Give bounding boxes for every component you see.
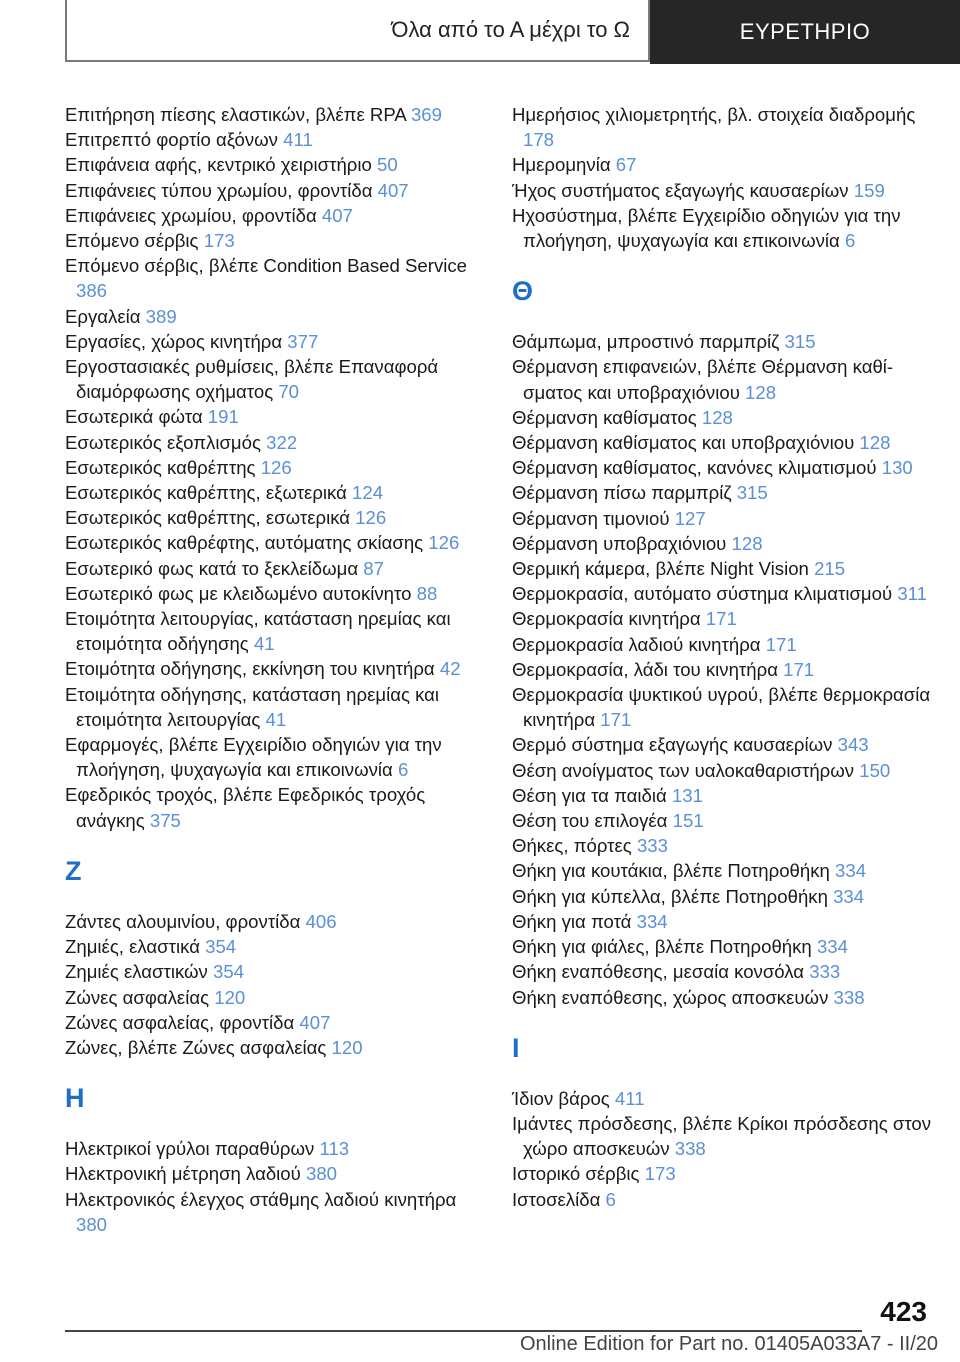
index-entry	[65, 329, 483, 354]
index-entry-text: Θήκη για κύπελλα, βλέπε Ποτηροθήκη	[512, 885, 828, 907]
page-reference-link[interactable]: 120	[214, 986, 246, 1008]
page-reference-link[interactable]: 120	[331, 1036, 363, 1058]
index-entry-text: Ζώνες ασφαλείας, φροντίδα	[65, 1011, 295, 1033]
index-entry-text: Εφεδρικός τροχός, βλέπε Εφεδρικός τροχός ανάγκης	[65, 784, 426, 831]
page-reference-link[interactable]: 375	[149, 809, 181, 831]
index-entry	[512, 152, 932, 177]
index-entry-text: Εσωτερικός εξοπλισμός	[65, 431, 261, 453]
index-entry	[65, 606, 483, 656]
index-entry-text: Επόμενο σέρβις	[65, 230, 199, 252]
index-entry-text: Θήκη για φιάλες, βλέπε Ποτηροθήκη	[512, 936, 812, 958]
page-reference-link[interactable]: 334	[833, 885, 865, 907]
index-entry	[512, 178, 932, 203]
index-entry-text: Θέρμανση καθίσματος και υποβραχιόνιου	[512, 432, 855, 454]
index-entry-text: Θερμική κάμερα, βλέπε Night Vision	[512, 558, 809, 580]
page-reference-link[interactable]: 315	[736, 482, 768, 504]
tab-all-a-to-z[interactable]: Όλα από το Α μέχρι το Ω	[65, 0, 650, 62]
index-entry-text: Επιτρεπτό φορτίο αξόνων	[65, 129, 278, 151]
page-reference-link[interactable]: 130	[881, 457, 913, 479]
page-reference-link[interactable]: 171	[783, 658, 815, 680]
index-entry-text: Ιστοσελίδα	[512, 1188, 601, 1210]
page-reference-link[interactable]: 334	[636, 910, 668, 932]
index-entry	[512, 480, 932, 505]
page-reference-link[interactable]: 128	[745, 381, 777, 403]
index-entry	[512, 909, 932, 934]
index-entry-text: Θερμοκρασία κινητήρα	[512, 608, 701, 630]
page-reference-link[interactable]: 333	[636, 835, 668, 857]
page-reference-link[interactable]: 380	[76, 1213, 108, 1235]
index-entry	[512, 934, 932, 959]
index-entry	[512, 1086, 932, 1111]
page-reference-link[interactable]: 386	[76, 280, 108, 302]
footer-edition-text: Online Edition for Part no. 01405A033A7 - II/20	[519, 1333, 938, 1355]
page-reference-link[interactable]: 333	[809, 961, 841, 983]
index-entry-text: Θερμοκρασία λαδιού κινητήρα	[512, 633, 761, 655]
page-reference-link[interactable]: 128	[859, 432, 891, 454]
page-reference-link[interactable]: 338	[674, 1138, 706, 1160]
index-entry	[65, 782, 483, 832]
page-reference-link[interactable]: 343	[837, 734, 869, 756]
index-entry-text: Ηχοσύστημα, βλέπε Εγχειρίδιο οδηγιών για την πλοήγηση, ψυχαγωγία και επικοινωνία	[512, 204, 901, 252]
page-reference-link[interactable]: 126	[260, 456, 292, 478]
page-reference-link[interactable]: 407	[377, 179, 409, 201]
page-reference-link[interactable]: 354	[213, 961, 245, 983]
index-entry	[512, 506, 932, 531]
index-entry	[65, 959, 483, 984]
index-entry-text: Εσωτερικά φώτα	[65, 406, 203, 428]
page-reference-link[interactable]: 334	[816, 936, 848, 958]
index-entry-text: Εφαρμογές, βλέπε Εγχειρίδιο οδηγιών για την πλοήγηση, ψυχαγωγία και επικοινωνία	[65, 734, 442, 781]
index-entry-text: Ηλεκτρονική μέτρηση λαδιού	[65, 1163, 301, 1185]
index-entry	[512, 581, 932, 606]
index-entry	[65, 203, 483, 228]
index-entry	[65, 934, 483, 959]
page-reference-link[interactable]: 369	[410, 104, 442, 125]
page-reference-link[interactable]: 6	[605, 1188, 616, 1210]
section-letter: Ι	[512, 1032, 520, 1063]
index-entry-text: Επιφάνεια αφής, κεντρικό χειριστήριο	[65, 154, 372, 176]
page-reference-link[interactable]: 315	[784, 331, 816, 353]
index-entry	[512, 732, 932, 757]
page-reference-link[interactable]: 50	[377, 154, 398, 176]
index-entry-text: Θέρμανση πίσω παρμπρίζ	[512, 482, 732, 504]
index-entry-text: Θήκη εναπόθεσης, μεσαία κονσόλα	[512, 961, 805, 983]
page-reference-link[interactable]: 6	[844, 230, 856, 252]
index-entry	[65, 505, 483, 530]
index-entry-text: Ηλεκτρονικός έλεγχος στάθμης λαδιού κινητήρα	[65, 1188, 457, 1210]
index-entry	[512, 606, 932, 631]
index-entry	[512, 657, 932, 682]
index-entry	[512, 430, 932, 455]
index-entry-text: Ζάντες αλουμινίου, φροντίδα	[65, 910, 301, 932]
index-entry-text: Ζημιές, ελαστικά	[65, 936, 200, 958]
index-entry-text: Θέση του επιλογέα	[512, 810, 668, 832]
index-entry-text: Ζώνες ασφαλείας	[65, 986, 210, 1008]
index-entry-text: Εσωτερικός καθρέπτης, εσωτερικά	[65, 507, 351, 529]
page-reference-link[interactable]: 411	[283, 129, 313, 151]
index-entry-text: Επιφάνειες τύπου χρωμίου, φροντίδα	[65, 179, 373, 201]
index-entry-text: Θέρμανση επιφανειών, βλέπε Θέρμανση καθίσματος και υποβραχιόνιου	[512, 356, 894, 403]
index-entry	[65, 1010, 483, 1035]
index-entry-text: Θερμοκρασία, αυτόματο σύστημα κλιματισμού	[512, 583, 893, 605]
index-entry-text: Θήκες, πόρτες	[512, 835, 632, 857]
page-reference-link[interactable]: 407	[321, 204, 353, 226]
index-entry	[512, 405, 932, 430]
index-entry-text: Θέση ανοίγματος των υαλοκαθαριστήρων	[512, 759, 855, 781]
index-entry	[65, 732, 483, 782]
index-entry-text: Εσωτερικό φως με κλειδωμένο αυτοκίνητο	[65, 582, 412, 604]
index-entry-text: Ημερήσιος χιλιομετρητής, βλ. στοιχεία διαδρομής	[512, 104, 916, 125]
page-reference-link[interactable]: 151	[672, 810, 704, 832]
page-reference-link[interactable]: 124	[352, 482, 384, 504]
index-entry	[65, 682, 483, 732]
index-entry-text: Θερμοκρασία, λάδι του κινητήρα	[512, 658, 778, 680]
page-reference-link[interactable]: 191	[207, 406, 239, 428]
page-reference-link[interactable]: 113	[319, 1138, 350, 1160]
page-reference-link[interactable]: 411	[614, 1087, 645, 1109]
index-entry-text: Εσωτερικό φως κατά το ξεκλείδωμα	[65, 557, 359, 579]
page-reference-link[interactable]: 67	[615, 154, 637, 176]
index-entry	[512, 632, 932, 657]
page-reference-link[interactable]: 377	[287, 330, 319, 352]
index-entry	[65, 253, 483, 303]
page-reference-link[interactable]: 334	[835, 860, 867, 882]
index-entry	[65, 1161, 483, 1186]
page-reference-link[interactable]: 173	[644, 1163, 676, 1185]
page-reference-link[interactable]: 171	[765, 633, 797, 655]
index-entry	[65, 178, 483, 203]
index-entry	[512, 833, 932, 858]
index-entry	[512, 758, 932, 783]
page-reference-link[interactable]: 406	[305, 910, 337, 932]
index-entry-text: Ετοιμότητα οδήγησης, κατάσταση ηρεμίας και ετοιμότητα λειτουργίας	[65, 683, 440, 730]
index-entry	[65, 152, 483, 177]
index-entry	[512, 682, 932, 732]
index-entry	[65, 581, 483, 606]
page-reference-link[interactable]: 41	[265, 708, 287, 730]
footer-divider	[65, 1330, 862, 1332]
page-reference-link[interactable]: 88	[416, 582, 438, 604]
section-letter: Η	[65, 1083, 85, 1114]
index-entry	[65, 404, 483, 429]
page-reference-link[interactable]: 128	[731, 532, 763, 554]
index-entry	[65, 127, 483, 152]
index-entry-text: Ζώνες, βλέπε Ζώνες ασφαλείας	[65, 1036, 327, 1058]
index-entry-text: Ιστορικό σέρβις	[512, 1163, 640, 1185]
page-reference-link[interactable]: 380	[305, 1163, 338, 1185]
index-entry	[512, 858, 932, 883]
page-reference-link[interactable]: 171	[600, 709, 632, 731]
header-bar	[65, 0, 960, 64]
index-entry-text: Ετοιμότητα λειτουργίας, κατάσταση ηρεμίας και ετοιμότητα οδήγησης	[65, 608, 451, 655]
page-reference-link[interactable]: 311	[897, 583, 927, 605]
page-reference-link[interactable]: 131	[671, 784, 703, 806]
index-entry-text: Θέρμανση υποβραχιόνιου	[512, 532, 727, 554]
index-entry-text: Θήκη για ποτά	[512, 910, 632, 932]
page-reference-link[interactable]: 41	[253, 633, 275, 655]
index-entry	[65, 430, 483, 455]
page-reference-link[interactable]: 354	[205, 936, 237, 958]
index-entry	[512, 959, 932, 984]
index-entry-text: Θέρμανση τιμονιού	[512, 507, 670, 529]
index-entry	[65, 354, 483, 404]
page-reference-link[interactable]: 150	[859, 759, 891, 781]
page-reference-link[interactable]: 128	[701, 406, 733, 428]
index-entry-text: Θερμό σύστημα εξαγωγής καυσαερίων	[512, 734, 833, 756]
index-entry	[512, 884, 932, 909]
page-reference-link[interactable]: 215	[814, 558, 846, 580]
index-entry	[65, 304, 483, 329]
index-entry	[65, 985, 483, 1010]
page-reference-link[interactable]: 159	[853, 179, 885, 201]
index-entry	[512, 556, 932, 581]
index-entry	[512, 531, 932, 556]
index-entry-text: Εργαλεία	[65, 305, 141, 327]
page-reference-link[interactable]: 407	[299, 1011, 331, 1033]
index-entry	[65, 1187, 483, 1237]
page-reference-link[interactable]: 6	[397, 759, 409, 781]
index-entry-text: Θέρμανση καθίσματος, κανόνες κλιματισμού	[512, 457, 877, 479]
section-letter: Θ	[512, 276, 534, 307]
index-entry-text: Εργασίες, χώρος κινητήρα	[65, 330, 283, 352]
index-entry	[65, 228, 483, 253]
page-reference-link[interactable]: 126	[355, 507, 387, 529]
page-reference-link[interactable]: 173	[203, 230, 235, 252]
page-reference-link[interactable]: 338	[833, 986, 865, 1008]
index-entry	[512, 1111, 932, 1161]
page-reference-link[interactable]: 389	[145, 305, 177, 327]
index-entry	[65, 656, 483, 681]
index-entry-text: Ηλεκτρικοί γρύλοι παραθύρων	[65, 1138, 315, 1160]
index-entry-text: Θέση για τα παιδιά	[512, 784, 667, 806]
index-entry	[512, 1187, 932, 1212]
index-entry	[512, 455, 932, 480]
index-entry-text: Εσωτερικός καθρέπτης	[65, 456, 256, 478]
index-entry-text: Επιτήρηση πίεσης ελαστικών, βλέπε RPA	[65, 104, 406, 125]
page-reference-link[interactable]: 42	[439, 658, 461, 680]
index-entry	[65, 530, 483, 555]
index-entry-text: Ιμάντες πρόσδεσης, βλέπε Κρίκοι πρόσδεσης στον χώρο αποσκευών	[512, 1112, 932, 1160]
page-number: 423	[880, 1296, 927, 1327]
index-entry-text: Ζημιές ελαστικών	[65, 961, 208, 983]
page-reference-link[interactable]: 322	[266, 431, 298, 453]
index-entry	[512, 985, 932, 1010]
page-reference-link[interactable]: 178	[523, 129, 555, 151]
index-entry-text: Θέρμανση καθίσματος	[512, 406, 697, 428]
index-entry-text: Ημερομηνία	[512, 154, 611, 176]
index-entry-text: Εσωτερικός καθρέφτης, αυτόματης σκίασης	[65, 532, 424, 554]
index-entry-text: Ήχος συστήματος εξαγωγής καυσαερίων	[512, 179, 849, 201]
index-entry-text: Θήκη για κουτάκια, βλέπε Ποτηροθήκη	[512, 860, 830, 882]
index-entry	[65, 455, 483, 480]
page-reference-link[interactable]: 127	[674, 507, 706, 529]
index-entry	[65, 102, 483, 127]
index-entry	[512, 102, 932, 152]
index-entry	[65, 556, 483, 581]
index-entry-text: Θάμπωμα, μπροστινό παρμπρίζ	[512, 331, 780, 353]
index-entry	[512, 329, 932, 354]
index-entry	[65, 909, 483, 934]
index-entry-text: Θήκη εναπόθεσης, χώρος αποσκευών	[512, 986, 829, 1008]
index-entry-text: Επόμενο σέρβις, βλέπε Condition Based Service	[65, 255, 468, 277]
page-reference-link[interactable]: 87	[363, 557, 384, 579]
page-reference-link[interactable]: 171	[705, 608, 737, 630]
index-entry-text: Θερμοκρασία ψυκτικού υγρού, βλέπε θερμοκρασία κινητήρα	[512, 684, 931, 731]
index-entry	[512, 783, 932, 808]
page-reference-link[interactable]: 70	[278, 381, 300, 403]
index-entry-text: Ίδιον βάρος	[512, 1087, 610, 1109]
section-letter: Ζ	[65, 855, 82, 886]
index-entry	[512, 203, 932, 253]
index-entry-text: Επιφάνειες χρωμίου, φροντίδα	[65, 204, 317, 226]
page-reference-link[interactable]: 126	[428, 532, 460, 554]
index-entry-text: Εργοστασιακές ρυθμίσεις, βλέπε Επαναφορά διαμόρφωσης οχήματος	[65, 356, 439, 403]
index-entry	[65, 1136, 483, 1161]
index-entry	[512, 354, 932, 404]
index-entry	[512, 808, 932, 833]
index-entry-text: Ετοιμότητα οδήγησης, εκκίνηση του κινητήρα	[65, 658, 435, 680]
index-column-left	[65, 102, 483, 1237]
index-entry-text: Εσωτερικός καθρέπτης, εξωτερικά	[65, 482, 347, 504]
index-entry	[512, 1161, 932, 1186]
index-entry	[65, 1035, 483, 1060]
index-entry	[65, 480, 483, 505]
index-column-right	[512, 102, 932, 1212]
tab-index[interactable]: ΕΥΡΕΤΗΡΙΟ	[650, 0, 960, 64]
